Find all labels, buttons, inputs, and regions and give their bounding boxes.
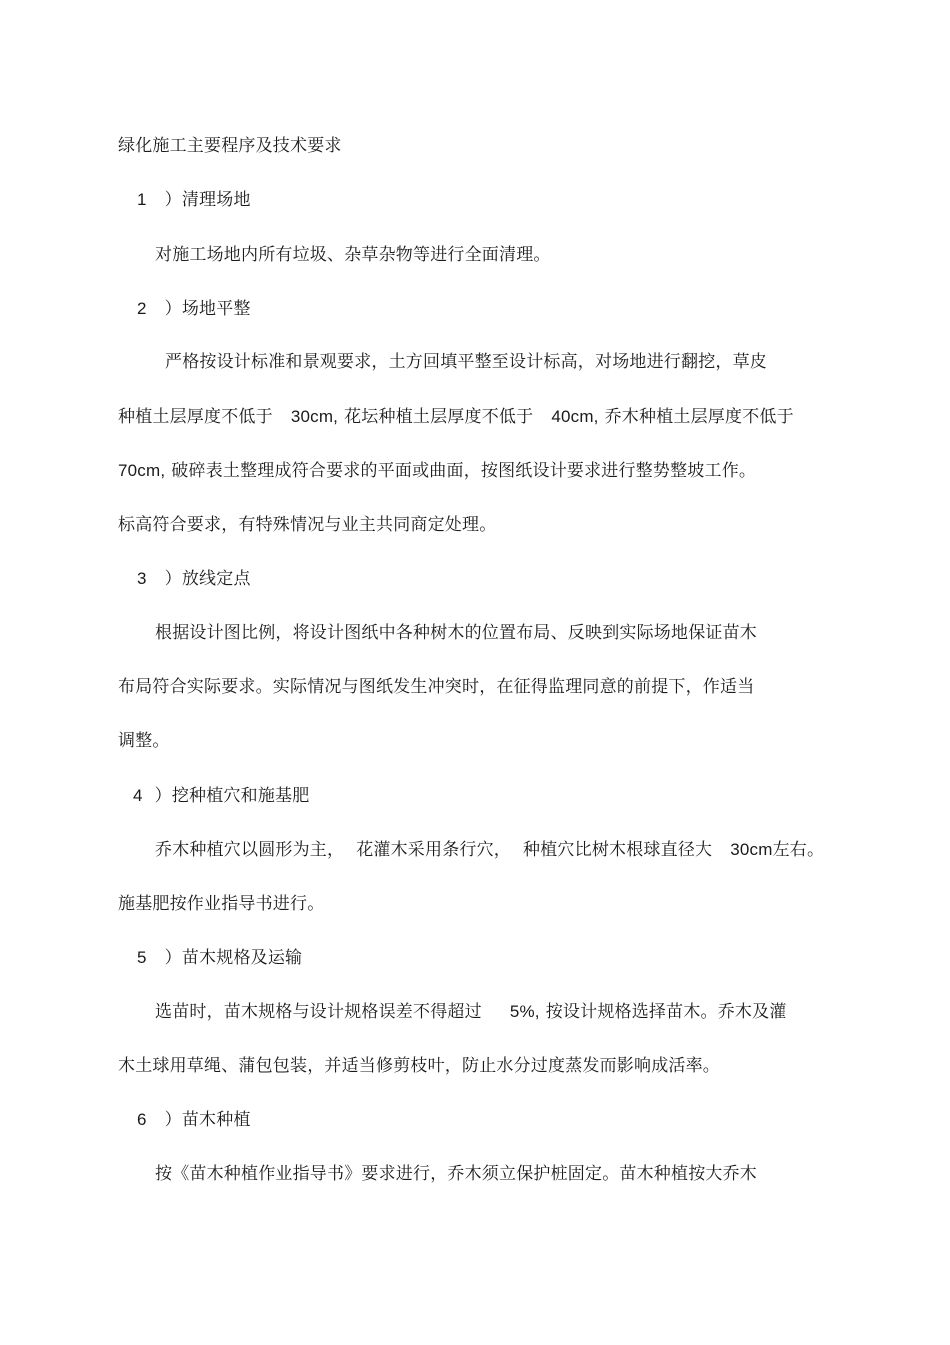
section-number: 2 [137,299,147,318]
section-1-heading [137,189,251,211]
text-run: 左右。 [772,840,825,860]
section-title: ）挖种植穴和施基肥 [154,786,310,806]
section-title: ）苗木规格及运输 [164,948,303,968]
paragraph-line [118,406,794,428]
paragraph-line [155,839,824,861]
value-text: 5%, [509,1002,540,1021]
section-number: 5 [137,948,147,967]
section-title: ）清理场地 [164,190,251,210]
text-run: 种植穴比树木根球直径大 [523,840,713,860]
text-run: 种植土层厚度不低于 [118,407,273,427]
section-number: 3 [137,569,147,588]
value-text: 30cm, [290,407,339,426]
paragraph-line: 木土球用草绳、蒲包包装，并适当修剪枝叶，防止水分过度蒸发而影响成活率。 [118,1056,720,1076]
section-number: 6 [137,1110,147,1129]
text-run: 破碎表土整理成符合要求的平面或曲面，按图纸设计要求进行整势整坡工作。 [171,461,757,481]
section-4-heading [133,785,309,807]
text-run: 乔木种植穴以圆形为主， [155,840,345,860]
value-text: 40cm, [551,407,599,426]
section-5-heading [137,947,302,969]
section-title: ）苗木种植 [164,1110,251,1130]
section-3-heading [137,568,251,590]
paragraph-line: 根据设计图比例，将设计图纸中各种树木的位置布局、反映到实际场地保证苗木 [155,623,757,643]
text-run: 按设计规格选择苗木。乔木及灌 [545,1002,787,1022]
paragraph-line: 按《苗木种植作业指导书》要求进行，乔木须立保护桩固定。苗木种植按大乔木 [155,1164,757,1184]
paragraph-line [118,460,756,482]
section-title: ）场地平整 [164,299,251,319]
paragraph-line: 调整。 [118,731,170,751]
value-text: 30cm [730,840,773,859]
section-number: 1 [137,190,147,209]
section-2-heading [137,298,251,320]
page-title: 绿化施工主要程序及技术要求 [118,136,342,156]
paragraph-line: 标高符合要求，有特殊情况与业主共同商定处理。 [118,515,497,535]
text-run: 选苗时，苗木规格与设计规格误差不得超过 [155,1002,482,1022]
section-title: ）放线定点 [164,569,251,589]
text-run: 花灌木采用条行穴， [356,840,512,860]
paragraph-line: 施基肥按作业指导书进行。 [118,894,325,914]
paragraph-line: 严格按设计标准和景观要求，土方回填平整至设计标高，对场地进行翻挖，草皮 [165,352,767,372]
paragraph-line: 布局符合实际要求。实际情况与图纸发生冲突时，在征得监理同意的前提下，作适当 [118,677,755,697]
text-run: 花坛种植土层厚度不低于 [344,407,534,427]
section-number: 4 [133,786,143,805]
section-6-heading [137,1109,251,1131]
paragraph-line [155,1001,787,1023]
paragraph-line: 对施工场地内所有垃圾、杂草杂物等进行全面清理。 [155,245,551,265]
text-run: 乔木种植土层厚度不低于 [604,407,794,427]
value-text: 70cm, [118,461,166,480]
